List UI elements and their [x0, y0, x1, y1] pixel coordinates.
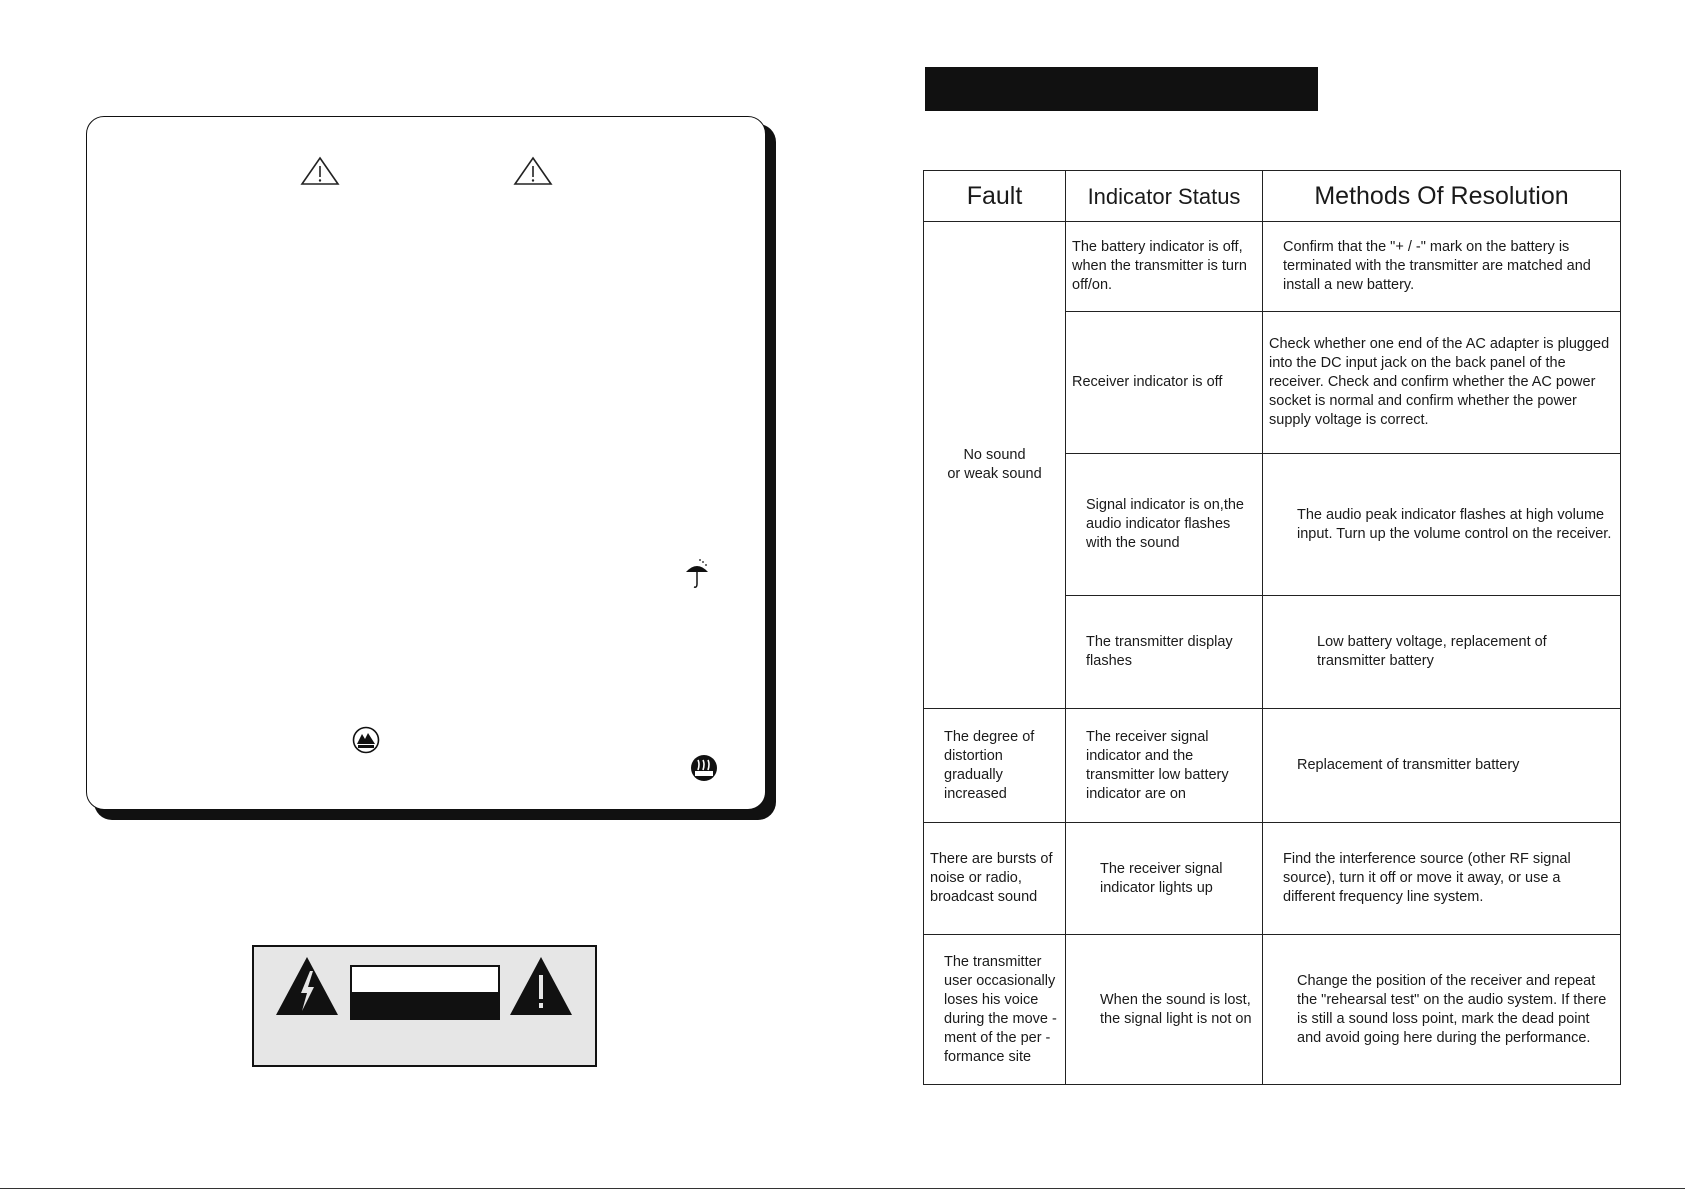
header-fault: Fault	[924, 171, 1066, 222]
warning-text-band	[352, 992, 498, 1018]
indicator-cell: Signal indicator is on,the audio indicator flashes with the sound	[1066, 454, 1263, 596]
indicator-cell: The battery indicator is off, when the transmitter is turn off/on.	[1066, 222, 1263, 312]
indicator-cell: The receiver signal indicator lights up	[1066, 823, 1263, 935]
resolution-cell: Find the interference source (other RF signal source), turn it off or move it away, or use a different frequency line system.	[1263, 823, 1621, 935]
caution-triangle-icon	[513, 156, 553, 186]
table-row	[924, 709, 1621, 823]
no-humidity-icon	[690, 754, 718, 782]
indicator-cell: The transmitter display flashes	[1066, 596, 1263, 709]
table-row	[924, 823, 1621, 935]
resolution-cell: Check whether one end of the AC adapter is plugged into the DC input jack on the back panel of the receiver. Check and confirm whether the AC power socket is normal and confirm whether the power supply voltage is correct.	[1263, 312, 1621, 454]
header-indicator-status: Indicator Status	[1066, 171, 1263, 222]
umbrella-rain-icon	[683, 558, 711, 590]
resolution-cell: Replacement of transmitter battery	[1263, 709, 1621, 823]
altitude-icon	[352, 726, 380, 754]
table-header-row	[924, 171, 1621, 222]
header-methods-of-resolution: Methods Of Resolution	[1263, 171, 1621, 222]
table-row	[924, 222, 1621, 312]
lightning-triangle-icon	[274, 955, 340, 1017]
warning-text-box	[350, 965, 500, 1020]
resolution-cell: Low battery voltage, replacement of transmitter battery	[1263, 596, 1621, 709]
indicator-cell: The receiver signal indicator and the transmitter low battery indicator are on	[1066, 709, 1263, 823]
fault-cell: The degree of distortion gradually increased	[924, 709, 1066, 823]
indicator-cell: When the sound is lost, the signal light is not on	[1066, 935, 1263, 1085]
troubleshooting-table	[923, 170, 1621, 1085]
electric-shock-warning-label	[252, 945, 597, 1067]
resolution-cell: Confirm that the "+ / -" mark on the battery is terminated with the transmitter are matched and install a new battery.	[1263, 222, 1621, 312]
caution-triangle-icon	[300, 156, 340, 186]
safety-notice-box	[86, 116, 766, 810]
resolution-cell: The audio peak indicator flashes at high volume input. Turn up the volume control on the receiver.	[1263, 454, 1621, 596]
resolution-cell: Change the position of the receiver and repeat the "rehearsal test" on the audio system. If there is still a sound loss point, mark the dead point and avoid going here during the performance.	[1263, 935, 1621, 1085]
table-row	[924, 935, 1621, 1085]
fault-cell: The transmitter user occasionally loses his voice during the move -ment of the per -formance site	[924, 935, 1066, 1085]
fault-cell: There are bursts of noise or radio, broadcast sound	[924, 823, 1066, 935]
exclamation-triangle-icon	[508, 955, 574, 1017]
indicator-cell: Receiver indicator is off	[1066, 312, 1263, 454]
fault-cell: No sound or weak sound	[924, 222, 1066, 709]
page-bottom-rule	[0, 1188, 1685, 1189]
section-heading-bar	[925, 67, 1318, 111]
